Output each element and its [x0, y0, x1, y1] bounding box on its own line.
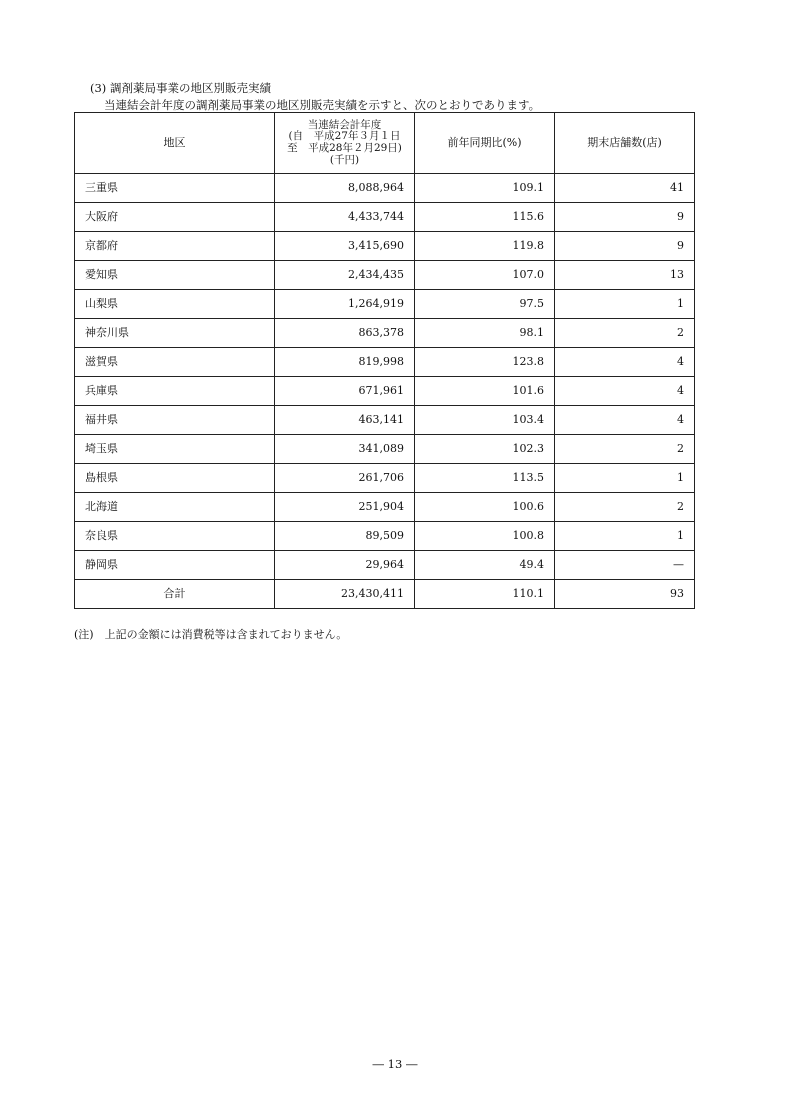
yoy-cell: 113.5 [415, 464, 555, 493]
sales-cell: 1,264,919 [275, 290, 415, 319]
table-row [75, 174, 695, 203]
stores-cell: 9 [555, 203, 695, 232]
header-period-line: 当連結会計年度 [307, 118, 382, 131]
header-period [275, 113, 415, 174]
region-cell: 神奈川県 [75, 319, 275, 348]
table-row [75, 435, 695, 464]
region-cell: 北海道 [75, 493, 275, 522]
header-period-line: (千円) [329, 153, 360, 166]
yoy-cell: 103.4 [415, 406, 555, 435]
table-row [75, 522, 695, 551]
yoy-cell: 100.6 [415, 493, 555, 522]
sales-cell: 2,434,435 [275, 261, 415, 290]
table-row [75, 203, 695, 232]
table-row [75, 493, 695, 522]
stores-cell: 1 [555, 464, 695, 493]
region-cell: 三重県 [75, 174, 275, 203]
table-row [75, 348, 695, 377]
yoy-cell: 102.3 [415, 435, 555, 464]
table-row [75, 377, 695, 406]
stores-cell: 1 [555, 522, 695, 551]
region-cell: 静岡県 [75, 551, 275, 580]
stores-cell: 2 [555, 493, 695, 522]
table-row [75, 464, 695, 493]
sales-cell: 251,904 [275, 493, 415, 522]
region-cell: 埼玉県 [75, 435, 275, 464]
footnote: (注) 上記の金額には消費税等は含まれておりません。 [74, 628, 348, 641]
region-cell: 愛知県 [75, 261, 275, 290]
sales-cell: 261,706 [275, 464, 415, 493]
table-row [75, 261, 695, 290]
region-cell: 島根県 [75, 464, 275, 493]
table-row [75, 290, 695, 319]
stores-cell: 2 [555, 319, 695, 348]
region-cell: 山梨県 [75, 290, 275, 319]
header-yoy: 前年同期比(%) [415, 113, 555, 174]
yoy-cell: 100.8 [415, 522, 555, 551]
yoy-cell: 107.0 [415, 261, 555, 290]
yoy-cell: 98.1 [415, 319, 555, 348]
stores-cell: 4 [555, 377, 695, 406]
sales-cell: 29,964 [275, 551, 415, 580]
table-row [75, 319, 695, 348]
yoy-cell: 115.6 [415, 203, 555, 232]
total-row [75, 580, 695, 609]
intro-text: 当連結会計年度の調剤薬局事業の地区別販売実績を示すと、次のとおりであります。 [104, 98, 541, 112]
sales-cell: 671,961 [275, 377, 415, 406]
stores-cell: 41 [555, 174, 695, 203]
page-number: ― 13 ― [372, 1057, 418, 1071]
header-region: 地区 [75, 113, 275, 174]
stores-cell: 1 [555, 290, 695, 319]
sales-cell: 4,433,744 [275, 203, 415, 232]
total-sales: 23,430,411 [275, 580, 415, 609]
sales-cell: 863,378 [275, 319, 415, 348]
table-row [75, 232, 695, 261]
regional-sales-table [74, 112, 695, 609]
sales-cell: 8,088,964 [275, 174, 415, 203]
sales-cell: 819,998 [275, 348, 415, 377]
yoy-cell: 123.8 [415, 348, 555, 377]
region-cell: 滋賀県 [75, 348, 275, 377]
table-row [75, 406, 695, 435]
total-stores: 93 [555, 580, 695, 609]
table-header-row [75, 113, 695, 174]
stores-cell: — [555, 551, 695, 580]
header-period-line: (自 平成27年３月１日 [288, 130, 401, 143]
total-label: 合計 [75, 580, 275, 609]
sales-cell: 89,509 [275, 522, 415, 551]
sales-cell: 463,141 [275, 406, 415, 435]
region-cell: 大阪府 [75, 203, 275, 232]
yoy-cell: 49.4 [415, 551, 555, 580]
region-cell: 奈良県 [75, 522, 275, 551]
yoy-cell: 119.8 [415, 232, 555, 261]
stores-cell: 4 [555, 348, 695, 377]
yoy-cell: 97.5 [415, 290, 555, 319]
header-period-line: 至 平成28年２月29日) [287, 142, 402, 154]
region-cell: 福井県 [75, 406, 275, 435]
region-cell: 兵庫県 [75, 377, 275, 406]
stores-cell: 9 [555, 232, 695, 261]
sales-cell: 341,089 [275, 435, 415, 464]
yoy-cell: 101.6 [415, 377, 555, 406]
section-heading: (3) 調剤薬局事業の地区別販売実績 [90, 81, 271, 95]
table-row [75, 551, 695, 580]
sales-cell: 3,415,690 [275, 232, 415, 261]
stores-cell: 13 [555, 261, 695, 290]
total-yoy: 110.1 [415, 580, 555, 609]
header-stores: 期末店舗数(店) [555, 113, 695, 174]
yoy-cell: 109.1 [415, 174, 555, 203]
stores-cell: 2 [555, 435, 695, 464]
stores-cell: 4 [555, 406, 695, 435]
region-cell: 京都府 [75, 232, 275, 261]
